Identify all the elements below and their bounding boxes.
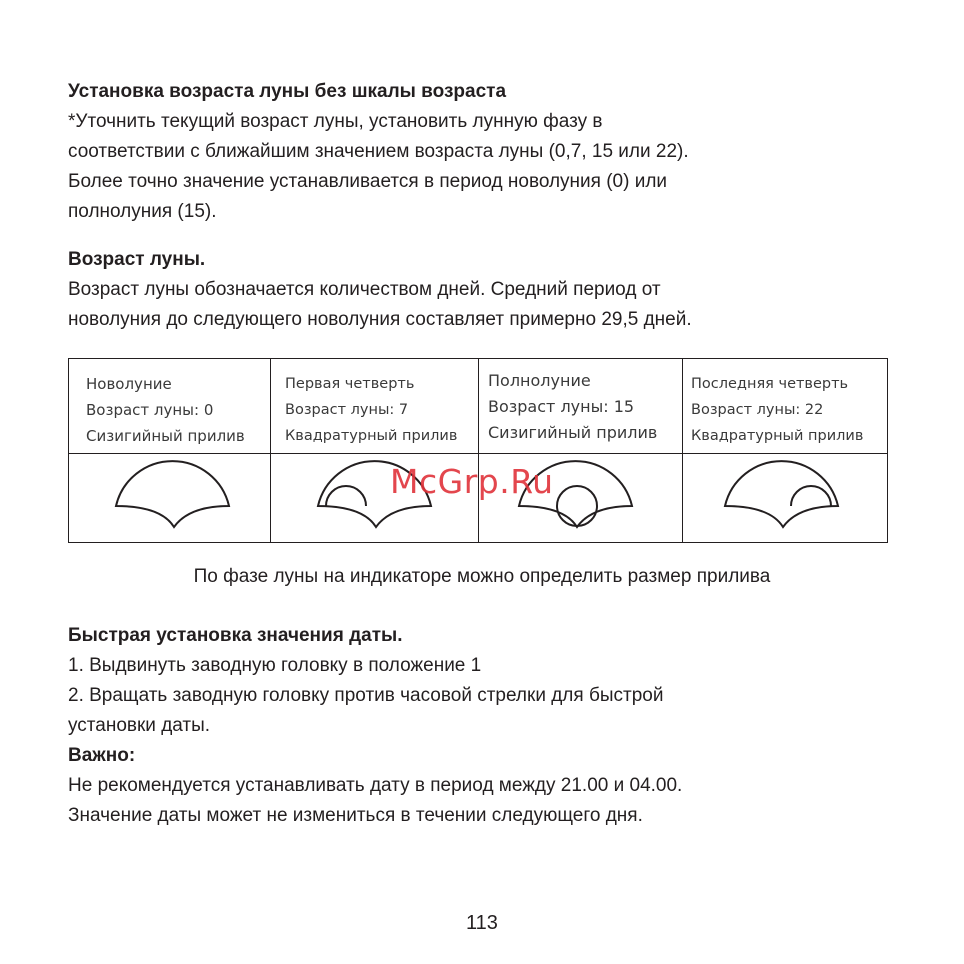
moon-indicator-new-moon-icon (69, 454, 269, 542)
paragraph-line: *Уточнить текущий возраст луны, установить лунную фазу в (68, 111, 603, 132)
phase-age: Возраст луны: 15 (488, 397, 635, 416)
table-caption: По фазе луны на индикаторе можно определить размер прилива (193, 566, 771, 587)
phase-tide: Квадратурный прилив (691, 428, 864, 444)
table-icon-cell-last-quarter (683, 454, 887, 542)
moon-indicator-last-quarter-icon (683, 454, 887, 542)
section-heading: Установка возраста луны без шкалы возраста (68, 81, 507, 102)
table-header-cell-full-moon (479, 359, 683, 454)
paragraph-line: соответствии с ближайшим значением возраста луны (0,7, 15 или 22). (68, 141, 689, 162)
paragraph-line: Не рекомендуется устанавливать дату в период между 21.00 и 04.00. (68, 775, 683, 796)
section-heading: Быстрая установка значения даты. (68, 625, 403, 646)
table-header-cell-first-quarter (271, 359, 479, 454)
phase-name: Новолуние (86, 375, 172, 393)
paragraph-line: 1. Выдвинуть заводную головку в положение 1 (68, 655, 482, 676)
paragraph-line: Значение даты может не измениться в течении следующего дня. (68, 805, 643, 826)
paragraph-line: 2. Вращать заводную головку против часовой стрелки для быстрой (68, 685, 664, 706)
section-heading: Возраст луны. (68, 249, 206, 270)
watermark: McGrp.Ru (390, 462, 554, 501)
phase-age: Возраст луны: 7 (285, 402, 409, 418)
phase-age: Возраст луны: 22 (691, 402, 824, 418)
paragraph-line: полнолуния (15). (68, 201, 217, 222)
table-header-cell-last-quarter (683, 359, 887, 454)
section-moon-age (68, 245, 908, 335)
table-icon-cell-new-moon (69, 454, 271, 542)
phase-name: Полнолуние (488, 371, 591, 390)
table-header-cell-new-moon (69, 359, 271, 454)
page-number: 113 (466, 912, 498, 934)
phase-tide: Сизигийный прилив (86, 427, 245, 445)
moon-phase-table (68, 358, 888, 543)
paragraph-line: Возраст луны обозначается количеством дней. Средний период от (68, 279, 661, 300)
phase-name: Первая четверть (285, 376, 415, 392)
phase-tide: Квадратурный прилив (285, 428, 458, 444)
paragraph-line: новолуния до следующего новолуния составляет примерно 29,5 дней. (68, 309, 692, 330)
paragraph-line: Более точно значение устанавливается в период новолуния (0) или (68, 171, 668, 192)
phase-tide: Сизигийный прилив (488, 423, 658, 442)
important-heading: Важно: (68, 745, 136, 766)
paragraph-line: установки даты. (68, 715, 211, 736)
phase-name: Последняя четверть (691, 376, 849, 392)
phase-age: Возраст луны: 0 (86, 401, 214, 419)
section-quick-date-setting (68, 621, 908, 831)
section-moon-age-setting (68, 77, 908, 227)
